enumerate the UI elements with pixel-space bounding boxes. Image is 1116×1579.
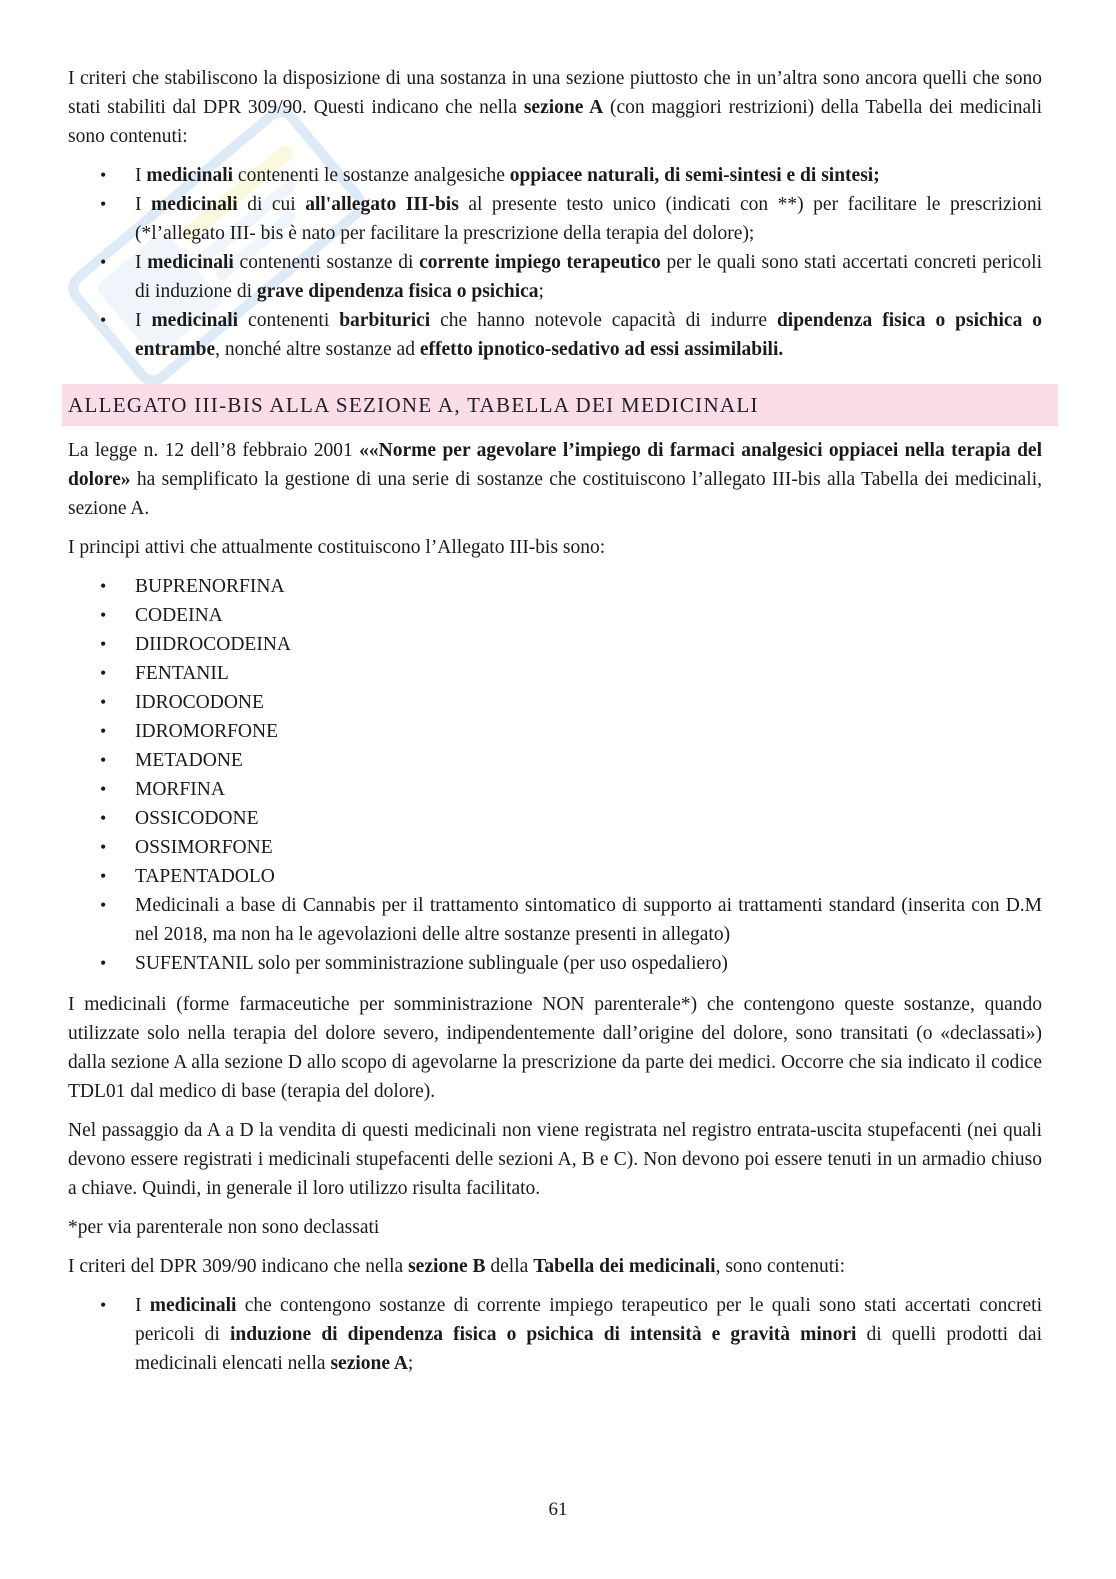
intro-text: (con maggiori restrizioni) della Tabella dei medicinali sono contenuti: [68,97,1043,147]
list-item: • SUFENTANIL solo per somministrazione sublinguale (per uso ospedaliero) [68,949,1042,978]
footnote: *per via parenterale non sono declassati [68,1217,380,1238]
list-item: • I medicinali di cui all'allegato III-bis al presente testo unico (indicati con **) per facilitare le prescrizioni (*l’allegato III- bis è nato per facilitare la prescrizione della terapia del dolore); [68,190,1042,248]
document-page [68,64,1042,1390]
intro-text: I criteri che stabiliscono la disposizione di una sostanza in una sezione piuttosto che in un’altra sono ancora quelli che sono stati stabiliti dal DPR 309/90. Questi indicano che nella [68,68,1042,118]
section-b-paragraph: I criteri del DPR 309/90 indicano che nella sezione B della Tabella dei medicinali, sono contenuti: [68,1256,846,1277]
list-item: • Medicinali a base di Cannabis per il trattamento sintomatico di supporto ai trattamenti standard (inserita con D.M nel 2018, ma non ha le agevolazioni delle altre sostanze presenti in allegato) [68,891,1042,949]
substances-list [68,572,1042,978]
list-item: • CODEINA [68,601,1042,630]
declassati-paragraph: I medicinali (forme farmaceutiche per somministrazione NON parenterale*) che contengono queste sostanze, quando utilizzate solo nella terapia del dolore severo, indipendentemente dall’origine del dolore, sono transitati (o «declassati») dalla sezione A alla sezione D allo scopo di agevolarne la prescrizione da parte dei medici. Occorre che sia indicato il codice TDL01 dal medico di base (terapia del dolore). [68,994,1042,1102]
list-item: • OSSICODONE [68,804,1042,833]
list-item: • TAPENTADOLO [68,862,1042,891]
section-heading: ALLEGATO III-BIS ALLA SEZIONE A, TABELLA DEI MEDICINALI [62,384,1058,426]
section-a-list [68,161,1042,364]
list-item: • BUPRENORFINA [68,572,1042,601]
list-item: • FENTANIL [68,659,1042,688]
list-item: • I medicinali che contengono sostanze di corrente impiego terapeutico per le quali sono stati accertati concreti pericoli di induzione di dipendenza fisica o psichica di intensità e gravità minori di quelli prodotti dai medicinali elencati nella sezione A; [68,1291,1042,1378]
list-item: • OSSIMORFONE [68,833,1042,862]
page-number: 61 [548,1499,568,1520]
list-item: • I medicinali contenenti sostanze di corrente impiego terapeutico per le quali sono stati accertati concreti pericoli di induzione di grave dipendenza fisica o psichica; [68,248,1042,306]
law-paragraph: La legge n. 12 dell’8 febbraio 2001 ««Norme per agevolare l’impiego di farmaci analgesici oppiacei nella terapia del dolore» ha semplificato la gestione di una serie di sostanze che costituiscono l’allegato III-bis alla Tabella dei medicinali, sezione A. [68,440,1043,519]
list-item: • MORFINA [68,775,1042,804]
list-item: • IDROMORFONE [68,717,1042,746]
list-item: • I medicinali contenenti barbiturici che hanno notevole capacità di indurre dipendenza fisica o psichica o entrambe, nonché altre sostanze ad effetto ipnotico-sedativo ad essi assimilabili. [68,306,1042,364]
list-item: • DIIDROCODEINA [68,630,1042,659]
list-item: • IDROCODONE [68,688,1042,717]
principles-intro: I principi attivi che attualmente costituiscono l’Allegato III-bis sono: [68,537,606,558]
intro-paragraph [68,64,1042,151]
passaggio-paragraph: Nel passaggio da A a D la vendita di questi medicinali non viene registrata nel registro entrata-uscita stupefacenti (nei quali devono essere registrati i medicinali stupefacenti delle sezioni A, B e C). Non devono poi essere tenuti in un armadio chiuso a chiave. Quindi, in generale il loro utilizzo risulta facilitato. [68,1120,1042,1199]
section-b-list [68,1291,1042,1378]
intro-bold: sezione A [523,97,604,118]
list-item: • METADONE [68,746,1042,775]
list-item: • I medicinali contenenti le sostanze analgesiche oppiacee naturali, di semi-sintesi e di sintesi; [68,161,1042,190]
